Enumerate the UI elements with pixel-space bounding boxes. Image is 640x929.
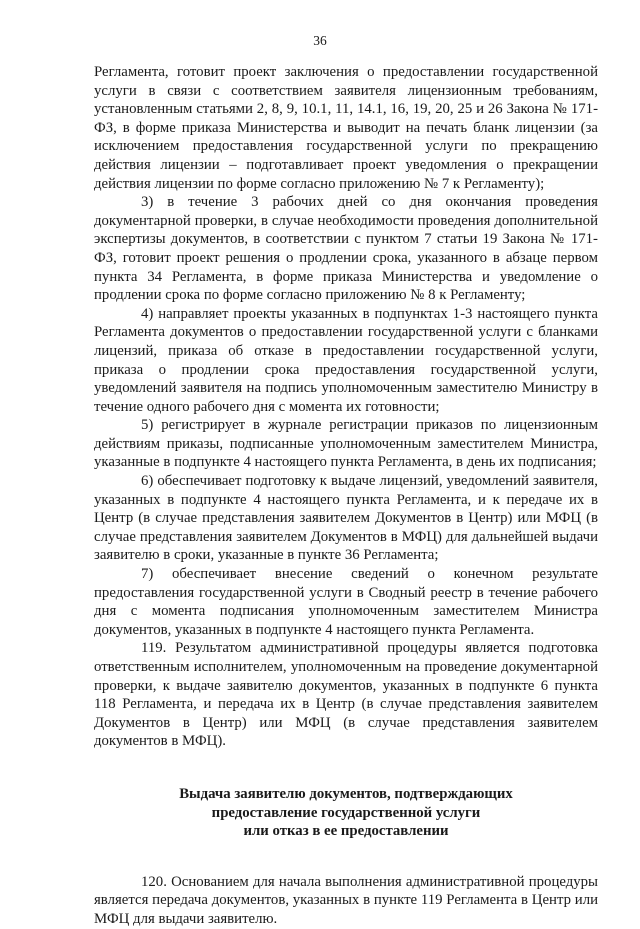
document-body xyxy=(94,63,598,929)
paragraph-120: 120. Основанием для начала выполнения административной процедуры является передача документов, указанных в пункте 119 Регламента в Центр или МФЦ для выдачи заявителю. xyxy=(94,873,598,927)
heading-line-2: предоставление государственной услуги xyxy=(211,804,481,821)
paragraph-item-6: 6) обеспечивает подготовку к выдаче лицензий, уведомлений заявителя, указанных в подпункте 4 настоящего пункта Регламента, и к передаче их в Центр (в случае представления заявителем Документов в Центр) или МФЦ (в случае представления заявителем Документов в МФЦ) для дальнейшей выдачи заявителю в сроки, указанные в пункте 36 Регламента; xyxy=(94,473,598,564)
paragraph-119: 119. Результатом административной процедуры является подготовка ответственным исполнителем, уполномоченным на проведение документарной проверки, к выдаче заявителю документов, указанных в подпункте 6 пункта 118 Регламента, и передача их в Центр (в случае представления заявителем Документов в Центр) или МФЦ (в случае представления заявителем документов в МФЦ). xyxy=(94,640,598,750)
page-number: 36 xyxy=(313,33,327,48)
paragraph-item-3: 3) в течение 3 рабочих дней со дня окончания проведения документарной проверки, в случае необходимости проведения дополнительной экспертизы документов, в соответствии с пунктом 7 статьи 19 Закона № 171-ФЗ, готовит проект решения о продлении срока, указанного в абзаце первом пункта 34 Регламента, в форме приказа Министерства и уведомление о продлении срока по форме согласно приложению № 8 к Регламенту; xyxy=(94,194,598,304)
paragraph-item-7: 7) обеспечивает внесение сведений о конечном результате предоставления государственной услуги в Сводный реестр в течение рабочего дня с момента подписания уполномоченным заместителем Министра документов, указанных в подпункте 4 настоящего пункта Регламента. xyxy=(94,566,598,638)
heading-line-3: или отказ в ее предоставлении xyxy=(243,823,449,840)
paragraph-continuation: Регламента, готовит проект заключения о предоставлении государственной услуги в связи с соответствием заявителя лицензионным требованиям, установленным статьями 2, 8, 9, 10.1, 11, 14.1, 16, 19, 20, 25 и 26 Закона № 171-ФЗ, в форме приказа Министерства и выводит на печать бланк лицензии (за исключением предоставления государственной услуги по прекращению действия лицензии – подготавливает проект уведомления о прекращении действия лицензии по форме согласно приложению № 7 к Регламенту); xyxy=(94,64,598,192)
paragraph-item-4: 4) направляет проекты указанных в подпунктах 1-3 настоящего пункта Регламента документов о предоставлении государственной услуги с бланками лицензий, приказа об отказе в предоставлении государственной услуги, приказа о продлении срока предоставления государственной услуги, уведомлений заявителя на подпись уполномоченным заместителю Министру в течение одного рабочего дня с момента их готовности; xyxy=(94,305,598,415)
section-heading xyxy=(94,785,598,841)
paragraph-item-5: 5) регистрирует в журнале регистрации приказов по лицензионным действиям приказы, подписанные уполномоченным заместителем Министра, указанные в подпункте 4 настоящего пункта Регламента, в день их подписания; xyxy=(94,417,598,471)
heading-line-1: Выдача заявителю документов, подтверждающих xyxy=(179,785,513,802)
